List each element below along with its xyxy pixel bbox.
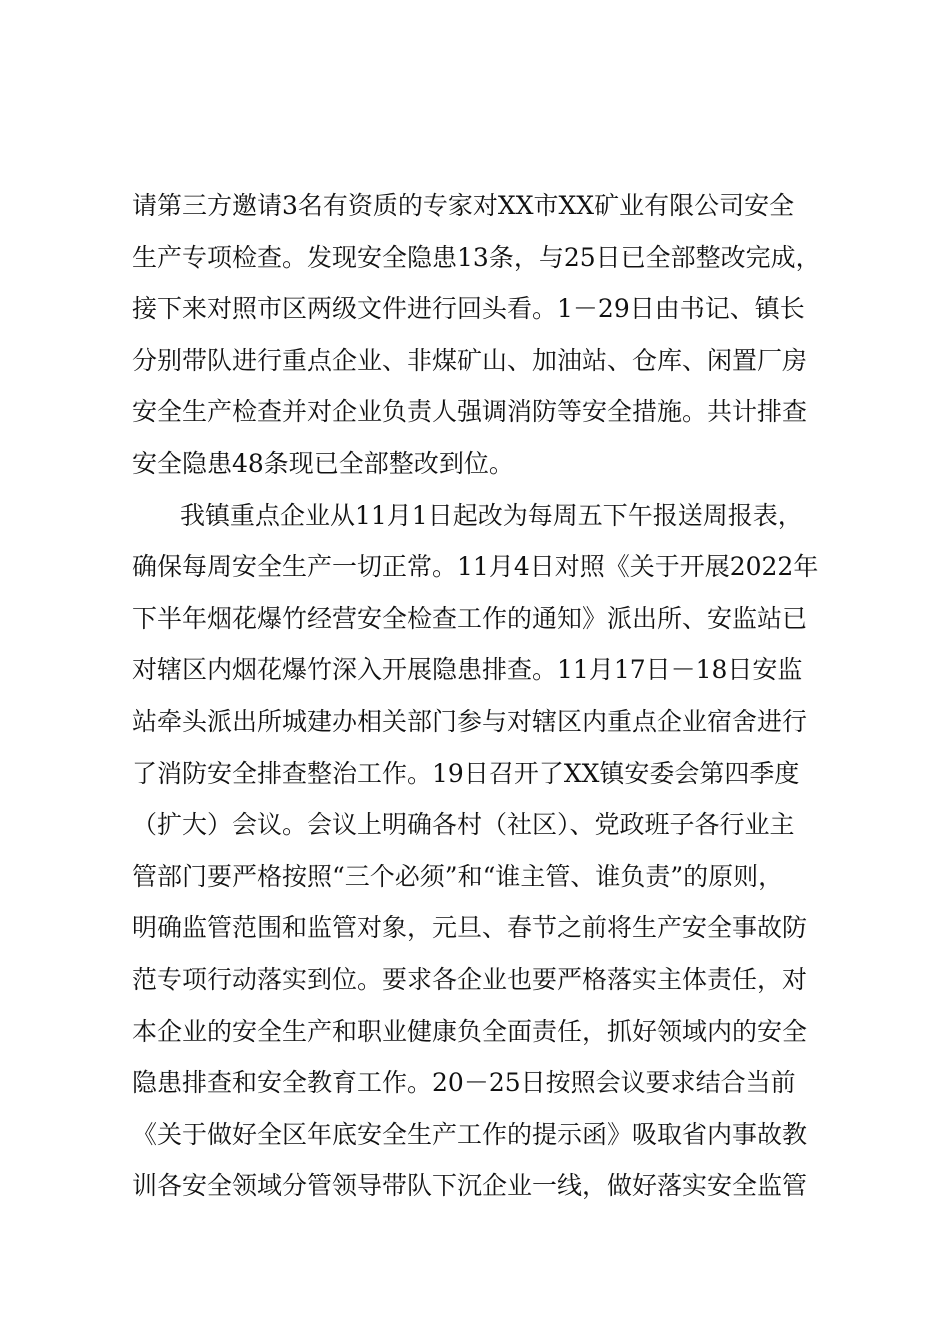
- paragraph-2: [132, 490, 832, 1212]
- text-line: 了消防安全排查整治工作。19日召开了XX镇安委会第四季度: [132, 758, 800, 788]
- paragraph-1: [132, 180, 832, 490]
- text-line: 明确监管范围和监管对象，元旦、春节之前将生产安全事故防: [132, 913, 808, 943]
- body-text: [132, 180, 832, 1212]
- text-line: 本企业的安全生产和职业健康负全面责任，抓好领域内的安全: [132, 1016, 808, 1046]
- text-line: 范专项行动落实到位。要求各企业也要严格落实主体责任，对: [132, 964, 808, 994]
- text-line: 管部门要严格按照“三个必须”和“谁主管、谁负责”的原则，: [132, 861, 784, 891]
- text-line: 我镇重点企业从11月1日起改为每周五下午报送周报表，: [180, 500, 803, 530]
- text-line: 站牵头派出所城建办相关部门参与对辖区内重点企业宿舍进行: [132, 706, 808, 736]
- text-line: 《关于做好全区年底安全生产工作的提示函》吸取省内事故教: [132, 1119, 808, 1149]
- text-line: 对辖区内烟花爆竹深入开展隐患排查。11月17日－18日安监: [132, 655, 803, 685]
- text-line: 生产专项检查。发现安全隐患13条，与25日已全部整改完成，: [132, 242, 821, 272]
- text-line: （扩大）会议。会议上明确各村（社区）、党政班子各行业主: [132, 810, 795, 840]
- text-line: 隐患排查和安全教育工作。20－25日按照会议要求结合当前: [132, 1068, 796, 1098]
- text-line: 请第三方邀请3名有资质的专家对XX市XX矿业有限公司安全: [132, 191, 795, 220]
- text-line: 分别带队进行重点企业、非煤矿山、加油站、仓库、闲置厂房: [132, 345, 808, 375]
- text-line: 安全隐患48条现已全部整改到位。: [132, 448, 514, 478]
- text-line: 安全生产检查并对企业负责人强调消防等安全措施。共计排查: [132, 397, 808, 427]
- text-line: 训各安全领域分管领导带队下沉企业一线，做好落实安全监管: [132, 1171, 808, 1201]
- text-line: 下半年烟花爆竹经营安全检查工作的通知》派出所、安监站已: [132, 603, 808, 633]
- text-line: 确保每周安全生产一切正常。11月4日对照《关于开展2022年: [132, 552, 819, 582]
- text-line: 接下来对照市区两级文件进行回头看。1－29日由书记、镇长: [132, 294, 805, 324]
